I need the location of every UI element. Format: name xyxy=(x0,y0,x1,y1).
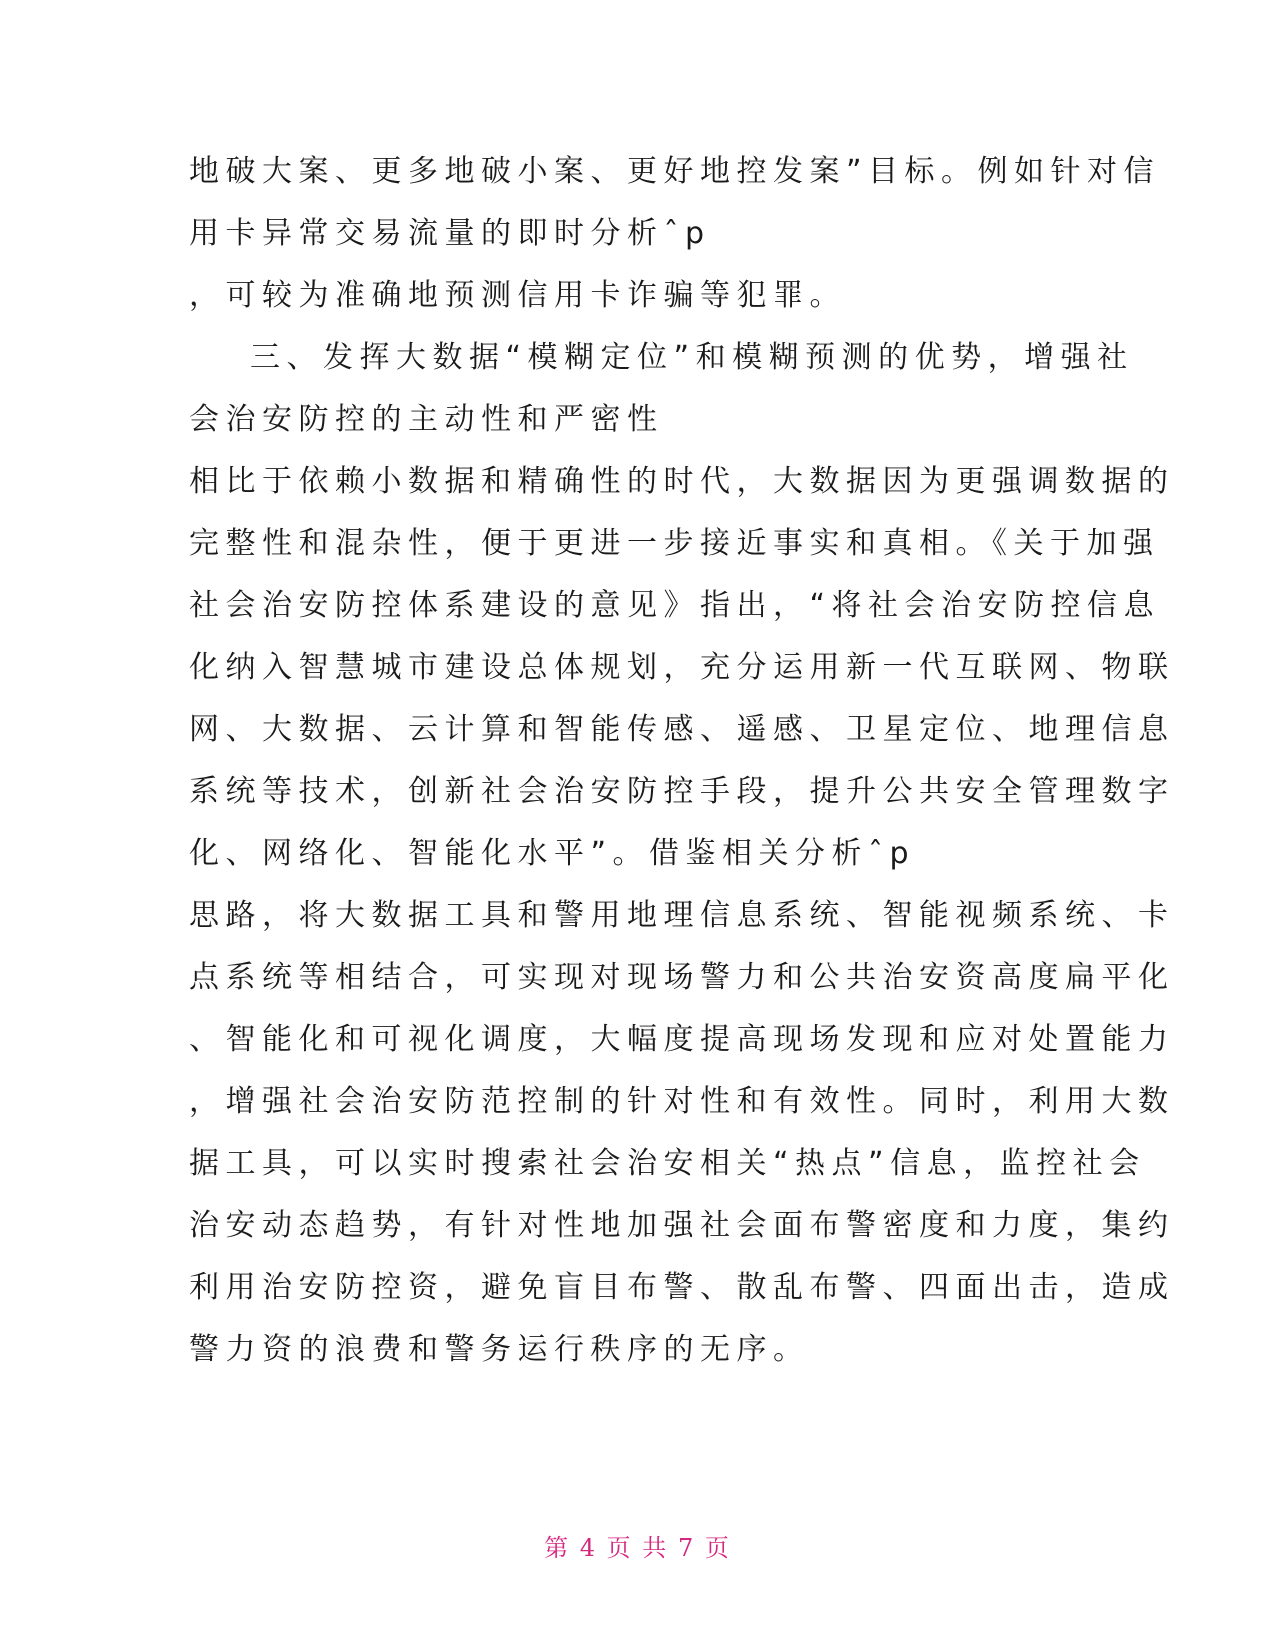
text-line: ，可较为准确地预测信用卡诈骗等犯罪。 xyxy=(189,278,846,313)
text-line: 化、网络化、智能化水平”。借鉴相关分析ˆp xyxy=(189,836,916,871)
text-line: 系统等技术，创新社会治安防控手段，提升公共安全管理数字 xyxy=(189,774,1175,809)
text-line: 相比于依赖小数据和精确性的时代，大数据因为更强调数据的 xyxy=(189,464,1175,499)
text-line: ，增强社会治安防范控制的针对性和有效性。同时，利用大数 xyxy=(189,1084,1175,1119)
text-line: 利用治安防控资，避免盲目布警、散乱布警、四面出击，造成 xyxy=(189,1270,1175,1305)
page-number-footer: 第 4 页 共 7 页 xyxy=(544,1534,731,1562)
text-line: 治安动态趋势，有针对性地加强社会面布警密度和力度，集约 xyxy=(189,1208,1175,1243)
text-line: 思路，将大数据工具和警用地理信息系统、智能视频系统、卡 xyxy=(189,898,1175,933)
text-line: 化纳入智慧城市建设总体规划，充分运用新一代互联网、物联 xyxy=(189,650,1175,685)
text-line: 点系统等相结合，可实现对现场警力和公共治安资高度扁平化 xyxy=(189,960,1175,995)
text-line: 、智能化和可视化调度，大幅度提高现场发现和应对处置能力 xyxy=(189,1022,1175,1057)
text-line: 社会治安防控体系建设的意见》指出，“将社会治安防控信息 xyxy=(189,588,1161,623)
text-line: 完整性和混杂性，便于更进一步接近事实和真相。《关于加强 xyxy=(189,526,1160,561)
text-line: 据工具，可以实时搜索社会治安相关“热点”信息，监控社会 xyxy=(189,1146,1146,1181)
text-line: 用卡异常交易流量的即时分析ˆp xyxy=(189,216,711,251)
text-line: 警力资的浪费和警务运行秩序的无序。 xyxy=(189,1332,810,1367)
text-line: 地破大案、更多地破小案、更好地控发案”目标。例如针对信 xyxy=(189,154,1161,189)
section-heading-continued: 会治安防控的主动性和严密性 xyxy=(189,402,664,437)
text-line: 网、大数据、云计算和智能传感、遥感、卫星定位、地理信息 xyxy=(189,712,1175,747)
section-heading: 三、发挥大数据“模糊定位”和模糊预测的优势，增强社 xyxy=(250,340,1134,375)
